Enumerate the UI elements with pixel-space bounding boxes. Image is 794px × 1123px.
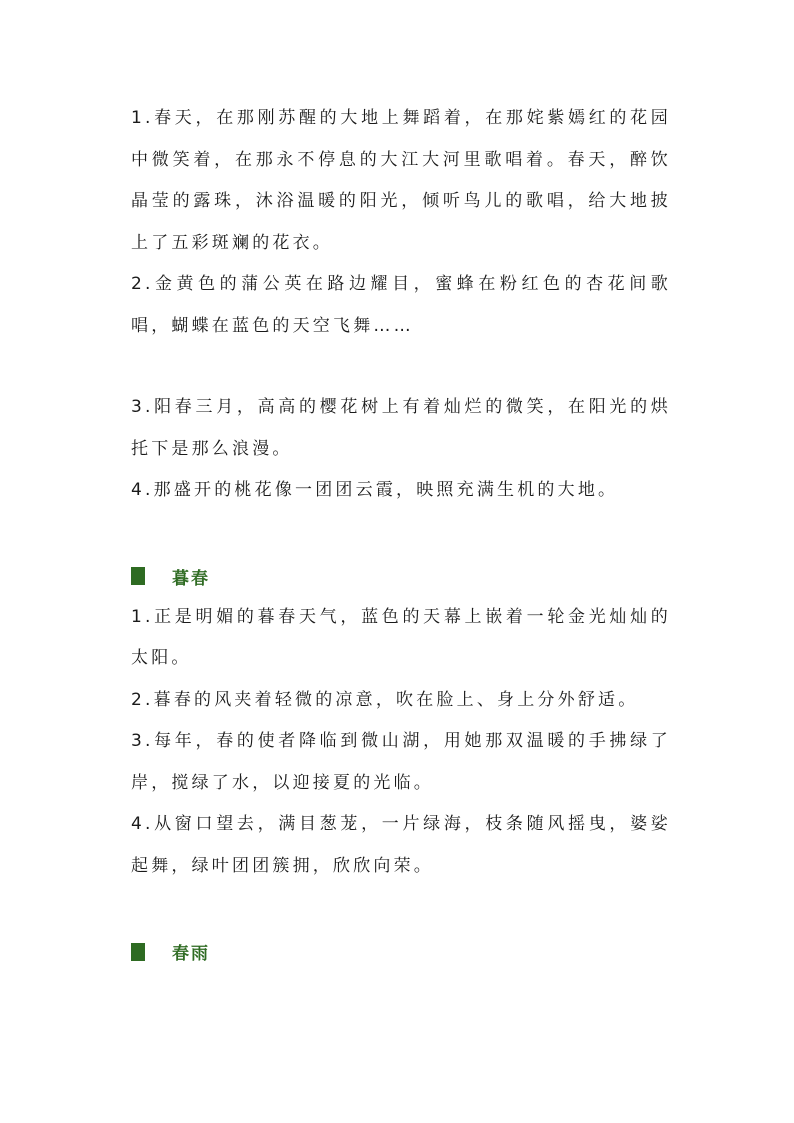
- intro-item-3: 3.阳春三月，高高的樱花树上有着灿烂的微笑，在阳光的烘托下是那么浪漫。: [131, 397, 671, 459]
- late-spring-item-2: 2.暮春的风夹着轻微的凉意，吹在脸上、身上分外舒适。: [131, 689, 639, 710]
- section-bullet-icon: [131, 943, 145, 961]
- intro-item-4: 4.那盛开的桃花像一团团云霞，映照充满生机的大地。: [131, 480, 619, 500]
- section-title: 春雨: [172, 944, 210, 964]
- spacer: [131, 887, 671, 931]
- document-page: [131, 98, 671, 972]
- late-spring-item-1: 1.正是明媚的暮春天气，蓝色的天幕上嵌着一轮金光灿灿的太阳。: [131, 606, 671, 668]
- spacer: [131, 512, 671, 556]
- late-spring-item-3: 3.每年，春的使者降临到微山湖，用她那双温暖的手拂绿了岸，搅绿了水，以迎接夏的光临。: [131, 731, 671, 793]
- section-heading-spring-rain: [131, 931, 671, 972]
- section-heading-late-spring: [131, 556, 671, 597]
- intro-item-2: 2.金黄色的蒲公英在路边耀目，蜜蜂在粉红色的杏花间歌唱，蝴蝶在蓝色的天空飞舞……: [131, 274, 671, 336]
- late-spring-item-4: 4.从窗口望去，满目葱茏，一片绿海，枝条随风摇曳，婆娑起舞，绿叶团团簇拥，欣欣向荣。: [131, 814, 671, 876]
- intro-item-1: 1.春天，在那刚苏醒的大地上舞蹈着，在那姹紫嫣红的花园中微笑着，在那永不停息的大江大河里歌唱着。春天，醉饮晶莹的露珠，沐浴温暖的阳光，倾听鸟儿的歌唱，给大地披上了五彩斑斓的花衣。: [131, 108, 671, 253]
- spacer: [131, 347, 671, 387]
- section-title: 暮春: [172, 568, 210, 589]
- section-bullet-icon: [131, 567, 145, 585]
